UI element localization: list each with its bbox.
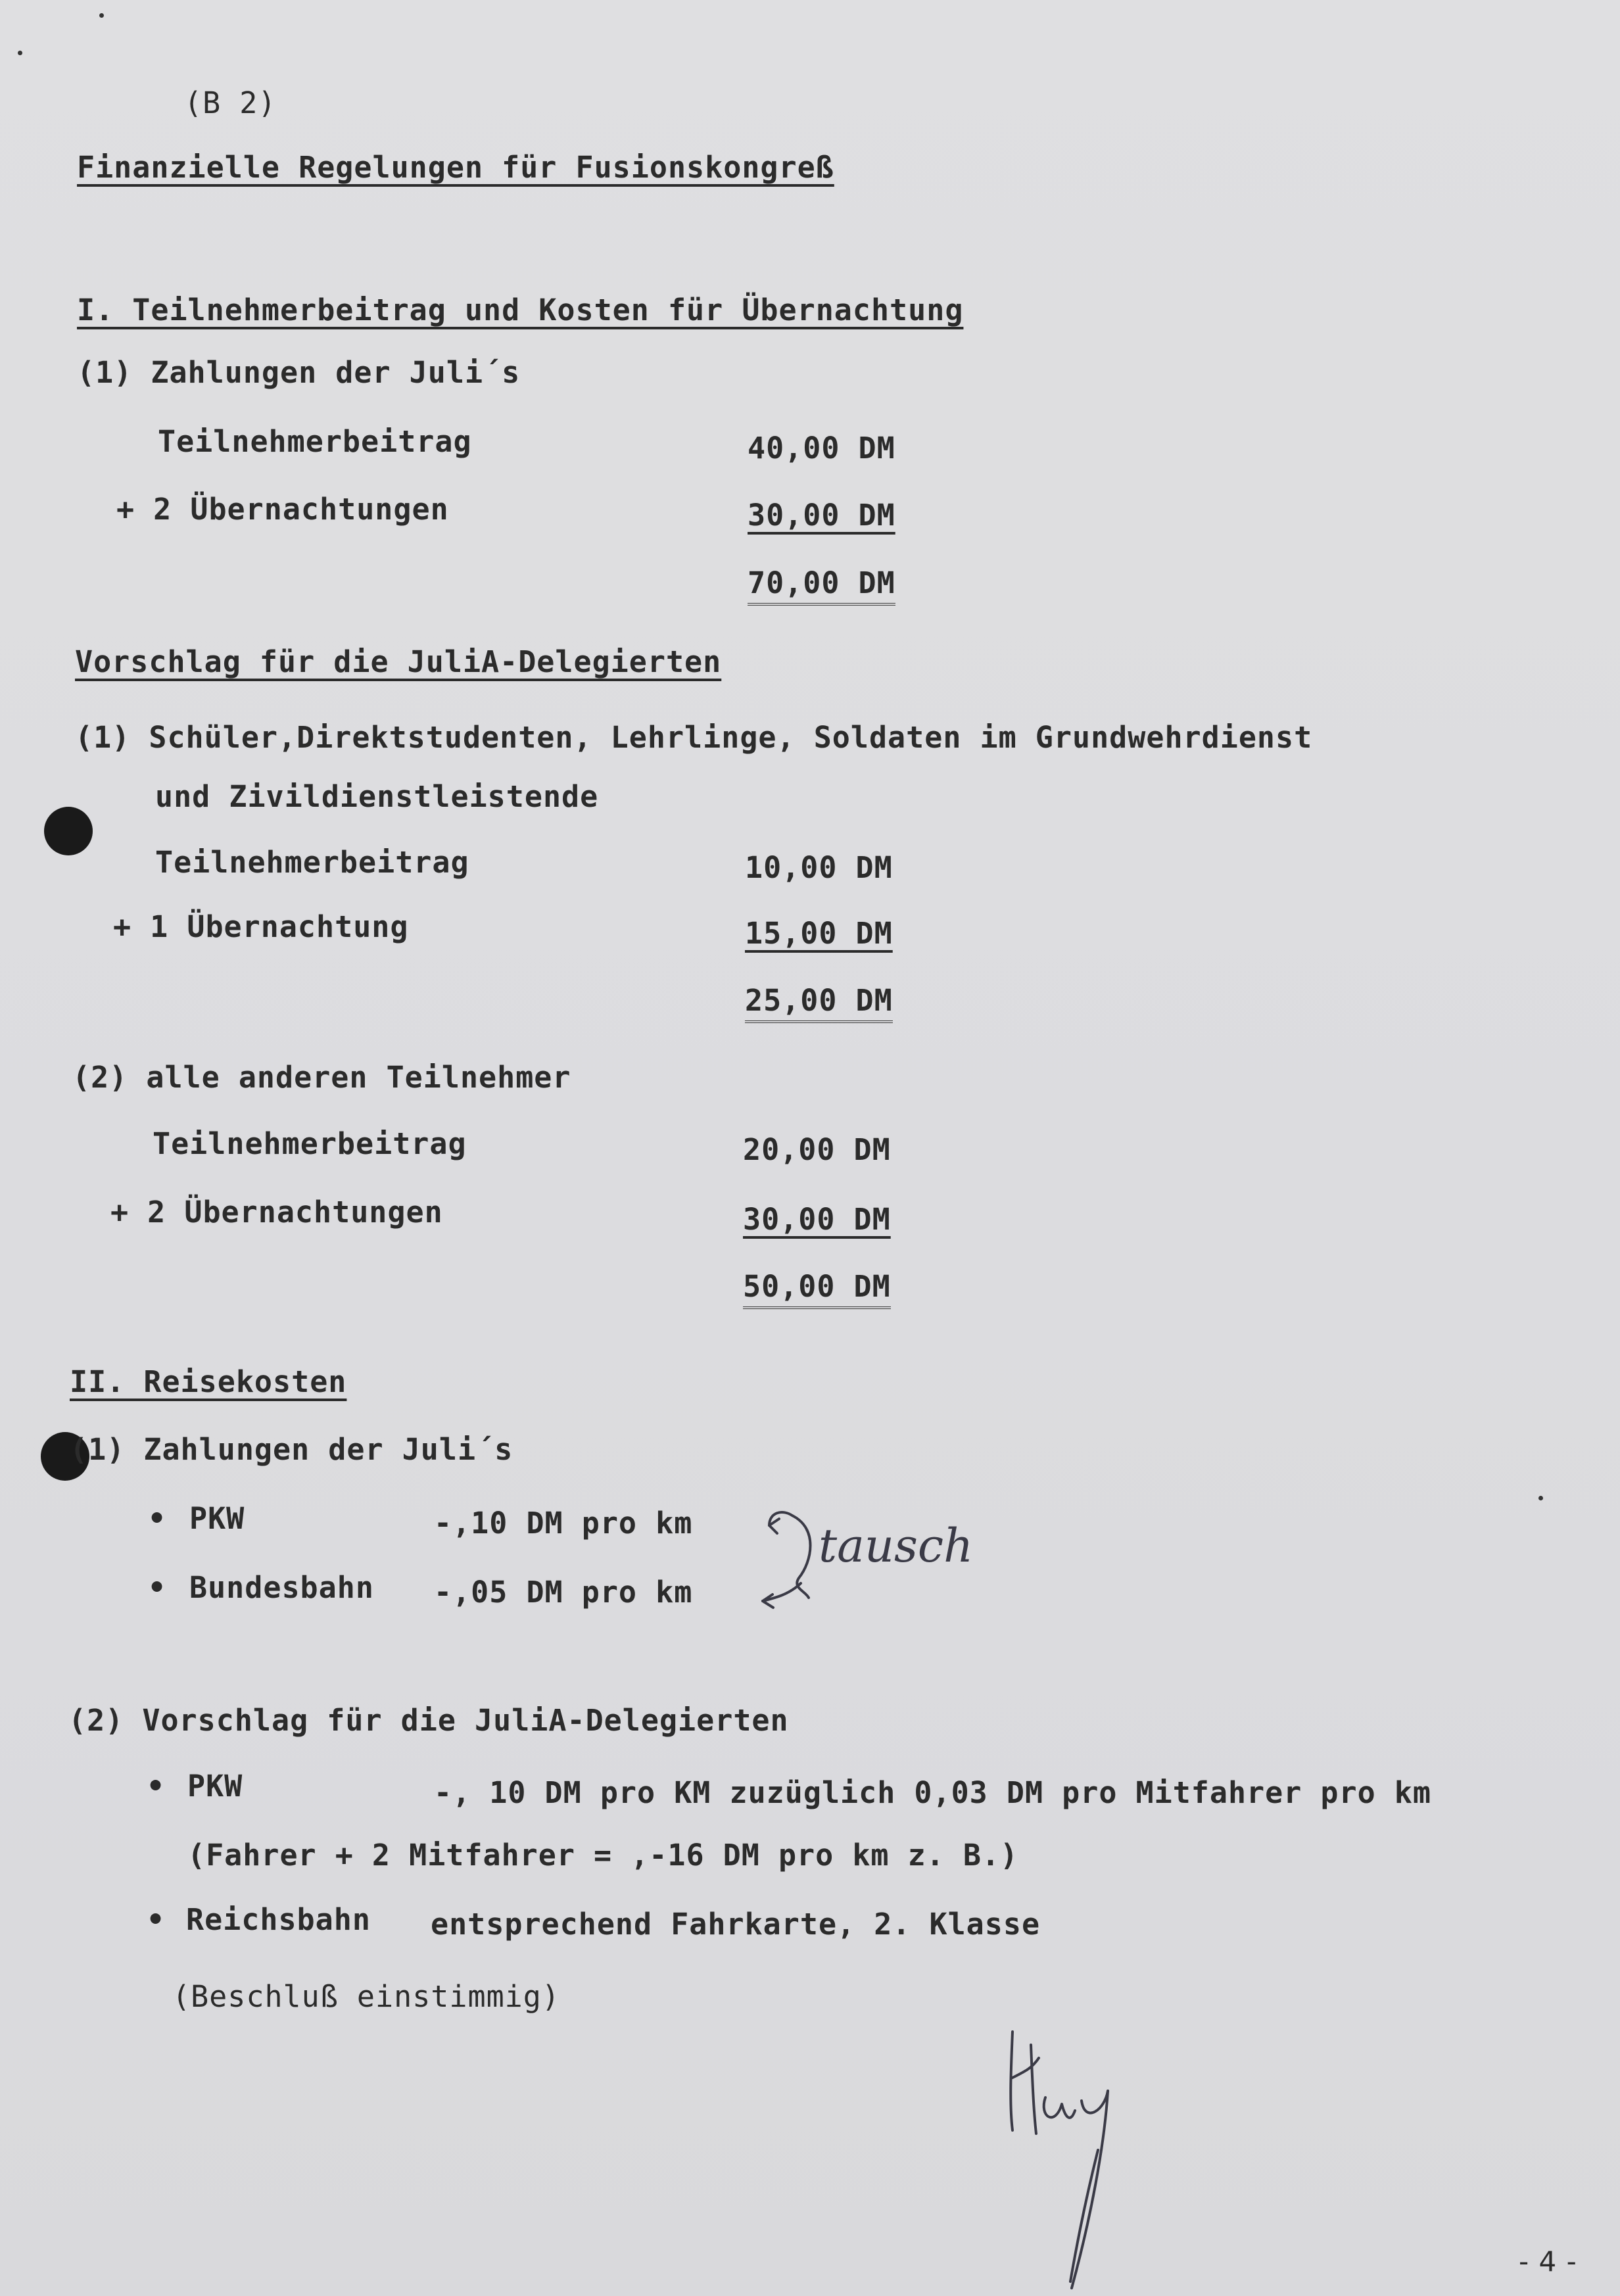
group1-line2: und Zivildienstleistende [155, 779, 599, 814]
page-number: - 4 - [1519, 2245, 1577, 2278]
bullet: • [147, 1769, 166, 1804]
julia-proposal-heading: Vorschlag für die JuliA-Delegierten [75, 644, 722, 679]
travel-julia-label: (2) Vorschlag für die JuliA-Delegierten [68, 1703, 789, 1738]
group1-overnight-label: + 1 Übernachtung [113, 909, 409, 944]
juli-fee-label: Teilnehmerbeitrag [158, 424, 472, 459]
juli-fee-value: 40,00 DM [748, 431, 895, 466]
section-heading-1: I. Teilnehmerbeitrag und Kosten für Übernachtung [77, 293, 964, 327]
bullet: • [148, 1501, 167, 1536]
page-title: Finanzielle Regelungen für Fusionskongreß [77, 150, 834, 185]
group2-total-value: 50,00 DM [743, 1269, 891, 1309]
section-heading-2: II. Reisekosten [70, 1364, 347, 1399]
handwritten-note: tausch [819, 1519, 974, 1573]
juli-payments-label: (1) Zahlungen der Juli´s [77, 355, 521, 390]
travel-juli-bahn-label: Bundesbahn [189, 1570, 374, 1605]
document-reference: (B 2) [184, 85, 277, 120]
punch-hole-top [44, 807, 93, 855]
juli-overnight-value: 30,00 DM [748, 498, 895, 533]
group1-total-value: 25,00 DM [745, 983, 893, 1023]
group1-fee-value: 10,00 DM [745, 850, 893, 885]
travel-juli-bahn-value: -,05 DM pro km [434, 1575, 693, 1610]
group2-line1: (2) alle anderen Teilnehmer [72, 1060, 571, 1095]
group1-line1: (1) Schüler,Direktstudenten, Lehrlinge, Soldaten im Grundwehrdienst [75, 720, 1313, 755]
travel-juli-label: (1) Zahlungen der Juli´s [70, 1432, 513, 1467]
travel-julia-reichsbahn-value: entsprechend Fahrkarte, 2. Klasse [431, 1907, 1041, 1942]
speck [1538, 1496, 1543, 1500]
speck [99, 13, 104, 18]
travel-julia-pkw-example: (Fahrer + 2 Mitfahrer = ,-16 DM pro km z. B.) [187, 1838, 1019, 1873]
group2-fee-value: 20,00 DM [743, 1132, 891, 1167]
bullet: • [148, 1570, 167, 1605]
travel-julia-reichsbahn-label: Reichsbahn [186, 1902, 371, 1937]
travel-julia-pkw-label: PKW [187, 1769, 243, 1804]
juli-overnight-label: + 2 Übernachtungen [116, 492, 449, 527]
group1-fee-label: Teilnehmerbeitrag [155, 845, 469, 880]
travel-juli-pkw-value: -,10 DM pro km [434, 1506, 693, 1541]
travel-juli-pkw-label: PKW [189, 1501, 245, 1536]
juli-total-value: 70,00 DM [748, 565, 895, 606]
travel-julia-pkw-value: -, 10 DM pro KM zuzüglich 0,03 DM pro Mitfahrer pro km [434, 1775, 1431, 1810]
decision-note: (Beschluß einstimmig) [172, 1979, 560, 2014]
speck [18, 51, 22, 55]
group2-overnight-value: 30,00 DM [743, 1202, 891, 1237]
group1-overnight-value: 15,00 DM [745, 916, 893, 951]
group2-overnight-label: + 2 Übernachtungen [110, 1195, 443, 1230]
signature [993, 2019, 1137, 2295]
bullet: • [147, 1902, 166, 1937]
group2-fee-label: Teilnehmerbeitrag [153, 1126, 467, 1161]
